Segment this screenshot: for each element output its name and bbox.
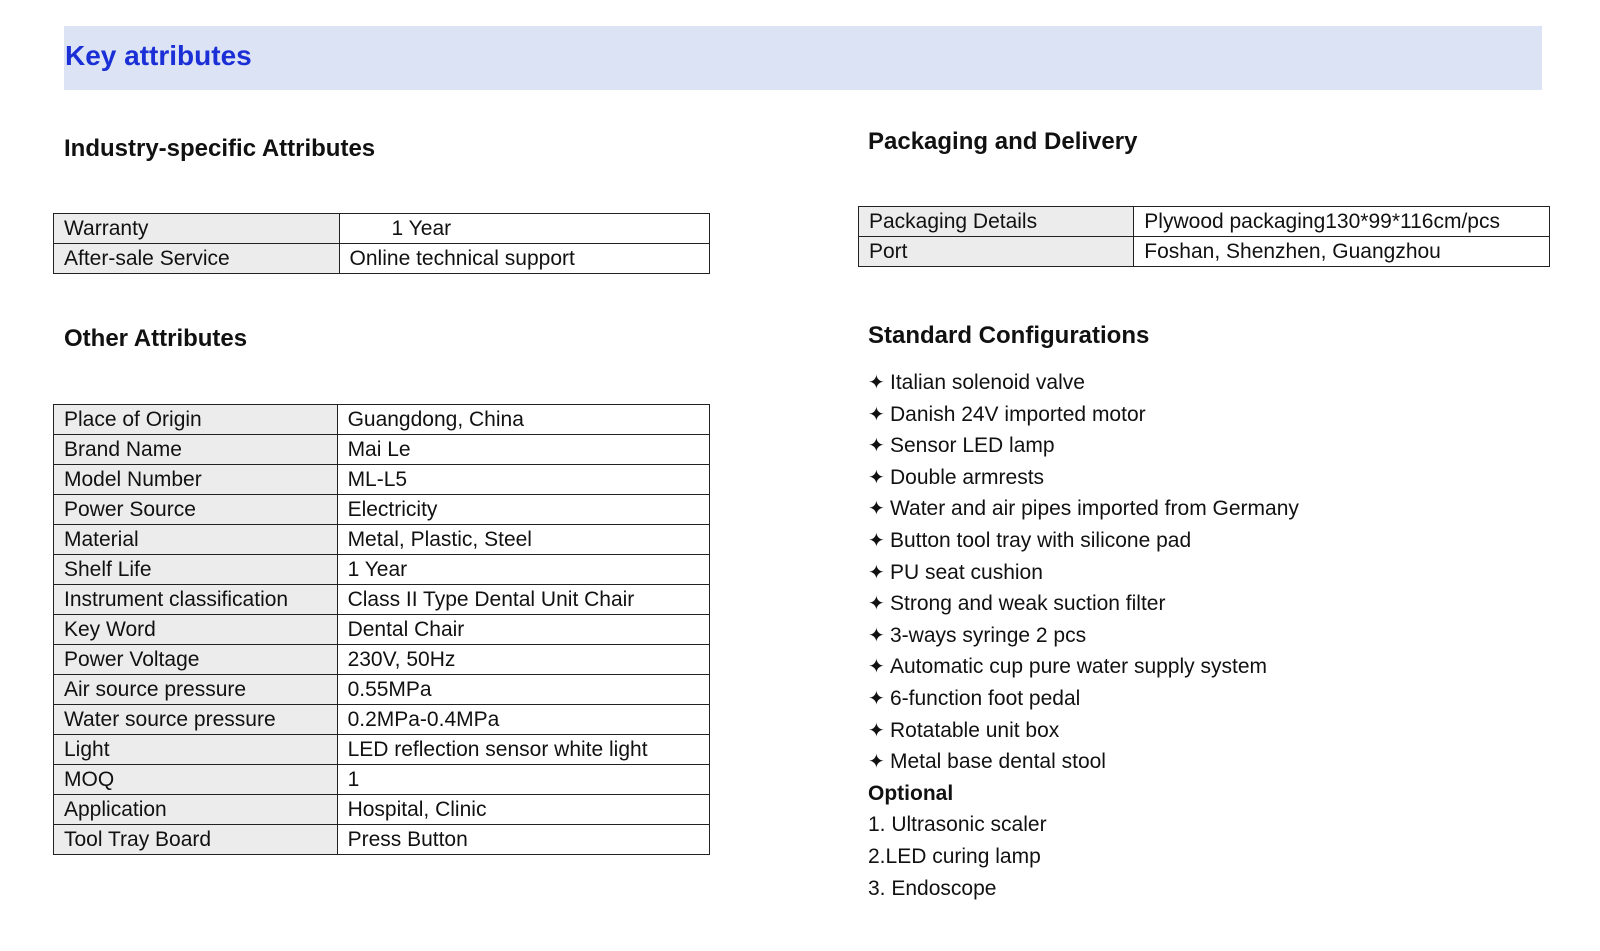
list-item: ✦ Automatic cup pure water supply system [868,651,1299,683]
four-pointed-star-icon: ✦ [868,403,885,426]
four-pointed-star-icon: ✦ [868,498,885,521]
list-item: ✦ Strong and weak suction filter [868,588,1299,620]
list-item: ✦ Sensor LED lamp [868,430,1299,462]
table-row [54,214,710,244]
optional-item: 1. Ultrasonic scaler [868,813,1047,837]
list-item: ✦ Water and air pipes imported from Germany [868,493,1299,525]
attribute-key: Air source pressure [54,675,338,705]
attribute-value: Class II Type Dental Unit Chair [337,585,709,615]
list-item: ✦ Metal base dental stool [868,746,1299,778]
table-row [54,675,710,705]
table-row [54,645,710,675]
attribute-value: Foshan, Shenzhen, Guangzhou [1134,237,1550,267]
table-row [54,735,710,765]
attribute-key: Application [54,795,338,825]
list-item: ✦ Italian solenoid valve [868,367,1299,399]
optional-item: 2.LED curing lamp [868,844,1041,868]
attribute-key: Instrument classification [54,585,338,615]
attribute-key: Water source pressure [54,705,338,735]
four-pointed-star-icon: ✦ [868,751,885,774]
four-pointed-star-icon: ✦ [868,466,885,489]
attribute-key: Model Number [54,465,338,495]
list-item: ✦ PU seat cushion [868,557,1299,589]
attribute-value: LED reflection sensor white light [337,735,709,765]
attribute-value: Plywood packaging130*99*116cm/pcs [1134,207,1550,237]
attribute-value: 0.55MPa [337,675,709,705]
industry-attributes-heading: Industry-specific Attributes [64,135,376,162]
table-row [54,705,710,735]
attribute-key: Light [54,735,338,765]
list-item: ✦ Button tool tray with silicone pad [868,525,1299,557]
key-attributes-banner [64,26,1542,90]
list-item: ✦ 6-function foot pedal [868,683,1299,715]
table-row [859,237,1550,267]
attribute-value: Guangdong, China [337,405,709,435]
attribute-key: After-sale Service [54,244,340,274]
list-item: ✦ Double armrests [868,462,1299,494]
attribute-key: Tool Tray Board [54,825,338,855]
table-row [54,795,710,825]
list-item: ✦ 3-ways syringe 2 pcs [868,620,1299,652]
other-attributes-heading: Other Attributes [64,325,248,352]
attribute-value: Online technical support [339,244,709,274]
four-pointed-star-icon: ✦ [868,435,885,458]
attribute-value: Mai Le [337,435,709,465]
attribute-value: Dental Chair [337,615,709,645]
attribute-value: Electricity [337,495,709,525]
four-pointed-star-icon: ✦ [868,687,885,710]
industry-attributes-table [53,213,710,274]
attribute-key: Warranty [54,214,340,244]
table-row [54,825,710,855]
list-item: ✦ Rotatable unit box [868,715,1299,747]
attribute-value: Metal, Plastic, Steel [337,525,709,555]
page-title: Key attributes [65,40,252,71]
optional-item: 3. Endoscope [868,876,997,900]
attribute-key: MOQ [54,765,338,795]
attribute-key: Place of Origin [54,405,338,435]
attribute-key: Brand Name [54,435,338,465]
four-pointed-star-icon: ✦ [868,372,885,394]
attribute-value: 0.2MPa-0.4MPa [337,705,709,735]
table-row [54,244,710,274]
four-pointed-star-icon: ✦ [868,624,885,647]
standard-configurations-list [868,367,1299,904]
four-pointed-star-icon: ✦ [868,561,885,584]
attribute-key: Packaging Details [859,207,1134,237]
attribute-value: 230V, 50Hz [337,645,709,675]
table-row [54,405,710,435]
table-row [54,525,710,555]
table-row [54,495,710,525]
attribute-value: 1 [337,765,709,795]
four-pointed-star-icon: ✦ [868,719,885,742]
attribute-value: Hospital, Clinic [337,795,709,825]
attribute-key: Port [859,237,1134,267]
four-pointed-star-icon: ✦ [868,529,885,552]
attribute-key: Power Source [54,495,338,525]
four-pointed-star-icon: ✦ [868,656,885,679]
four-pointed-star-icon: ✦ [868,593,885,616]
list-item: ✦ Danish 24V imported motor [868,399,1299,431]
table-row [54,555,710,585]
other-attributes-table [53,404,710,855]
table-row [54,435,710,465]
packaging-table [858,206,1550,267]
attribute-value: ML-L5 [337,465,709,495]
attribute-value: 1 Year [337,555,709,585]
standard-configurations-heading: Standard Configurations [868,322,1150,349]
table-row [859,207,1550,237]
table-row [54,465,710,495]
attribute-value: 1 Year [339,214,709,244]
optional-heading: Optional [868,781,954,805]
attribute-key: Key Word [54,615,338,645]
attribute-key: Material [54,525,338,555]
table-row [54,585,710,615]
packaging-delivery-heading: Packaging and Delivery [868,128,1138,155]
table-row [54,615,710,645]
attribute-key: Power Voltage [54,645,338,675]
attribute-value: Press Button [337,825,709,855]
attribute-key: Shelf Life [54,555,338,585]
table-row [54,765,710,795]
